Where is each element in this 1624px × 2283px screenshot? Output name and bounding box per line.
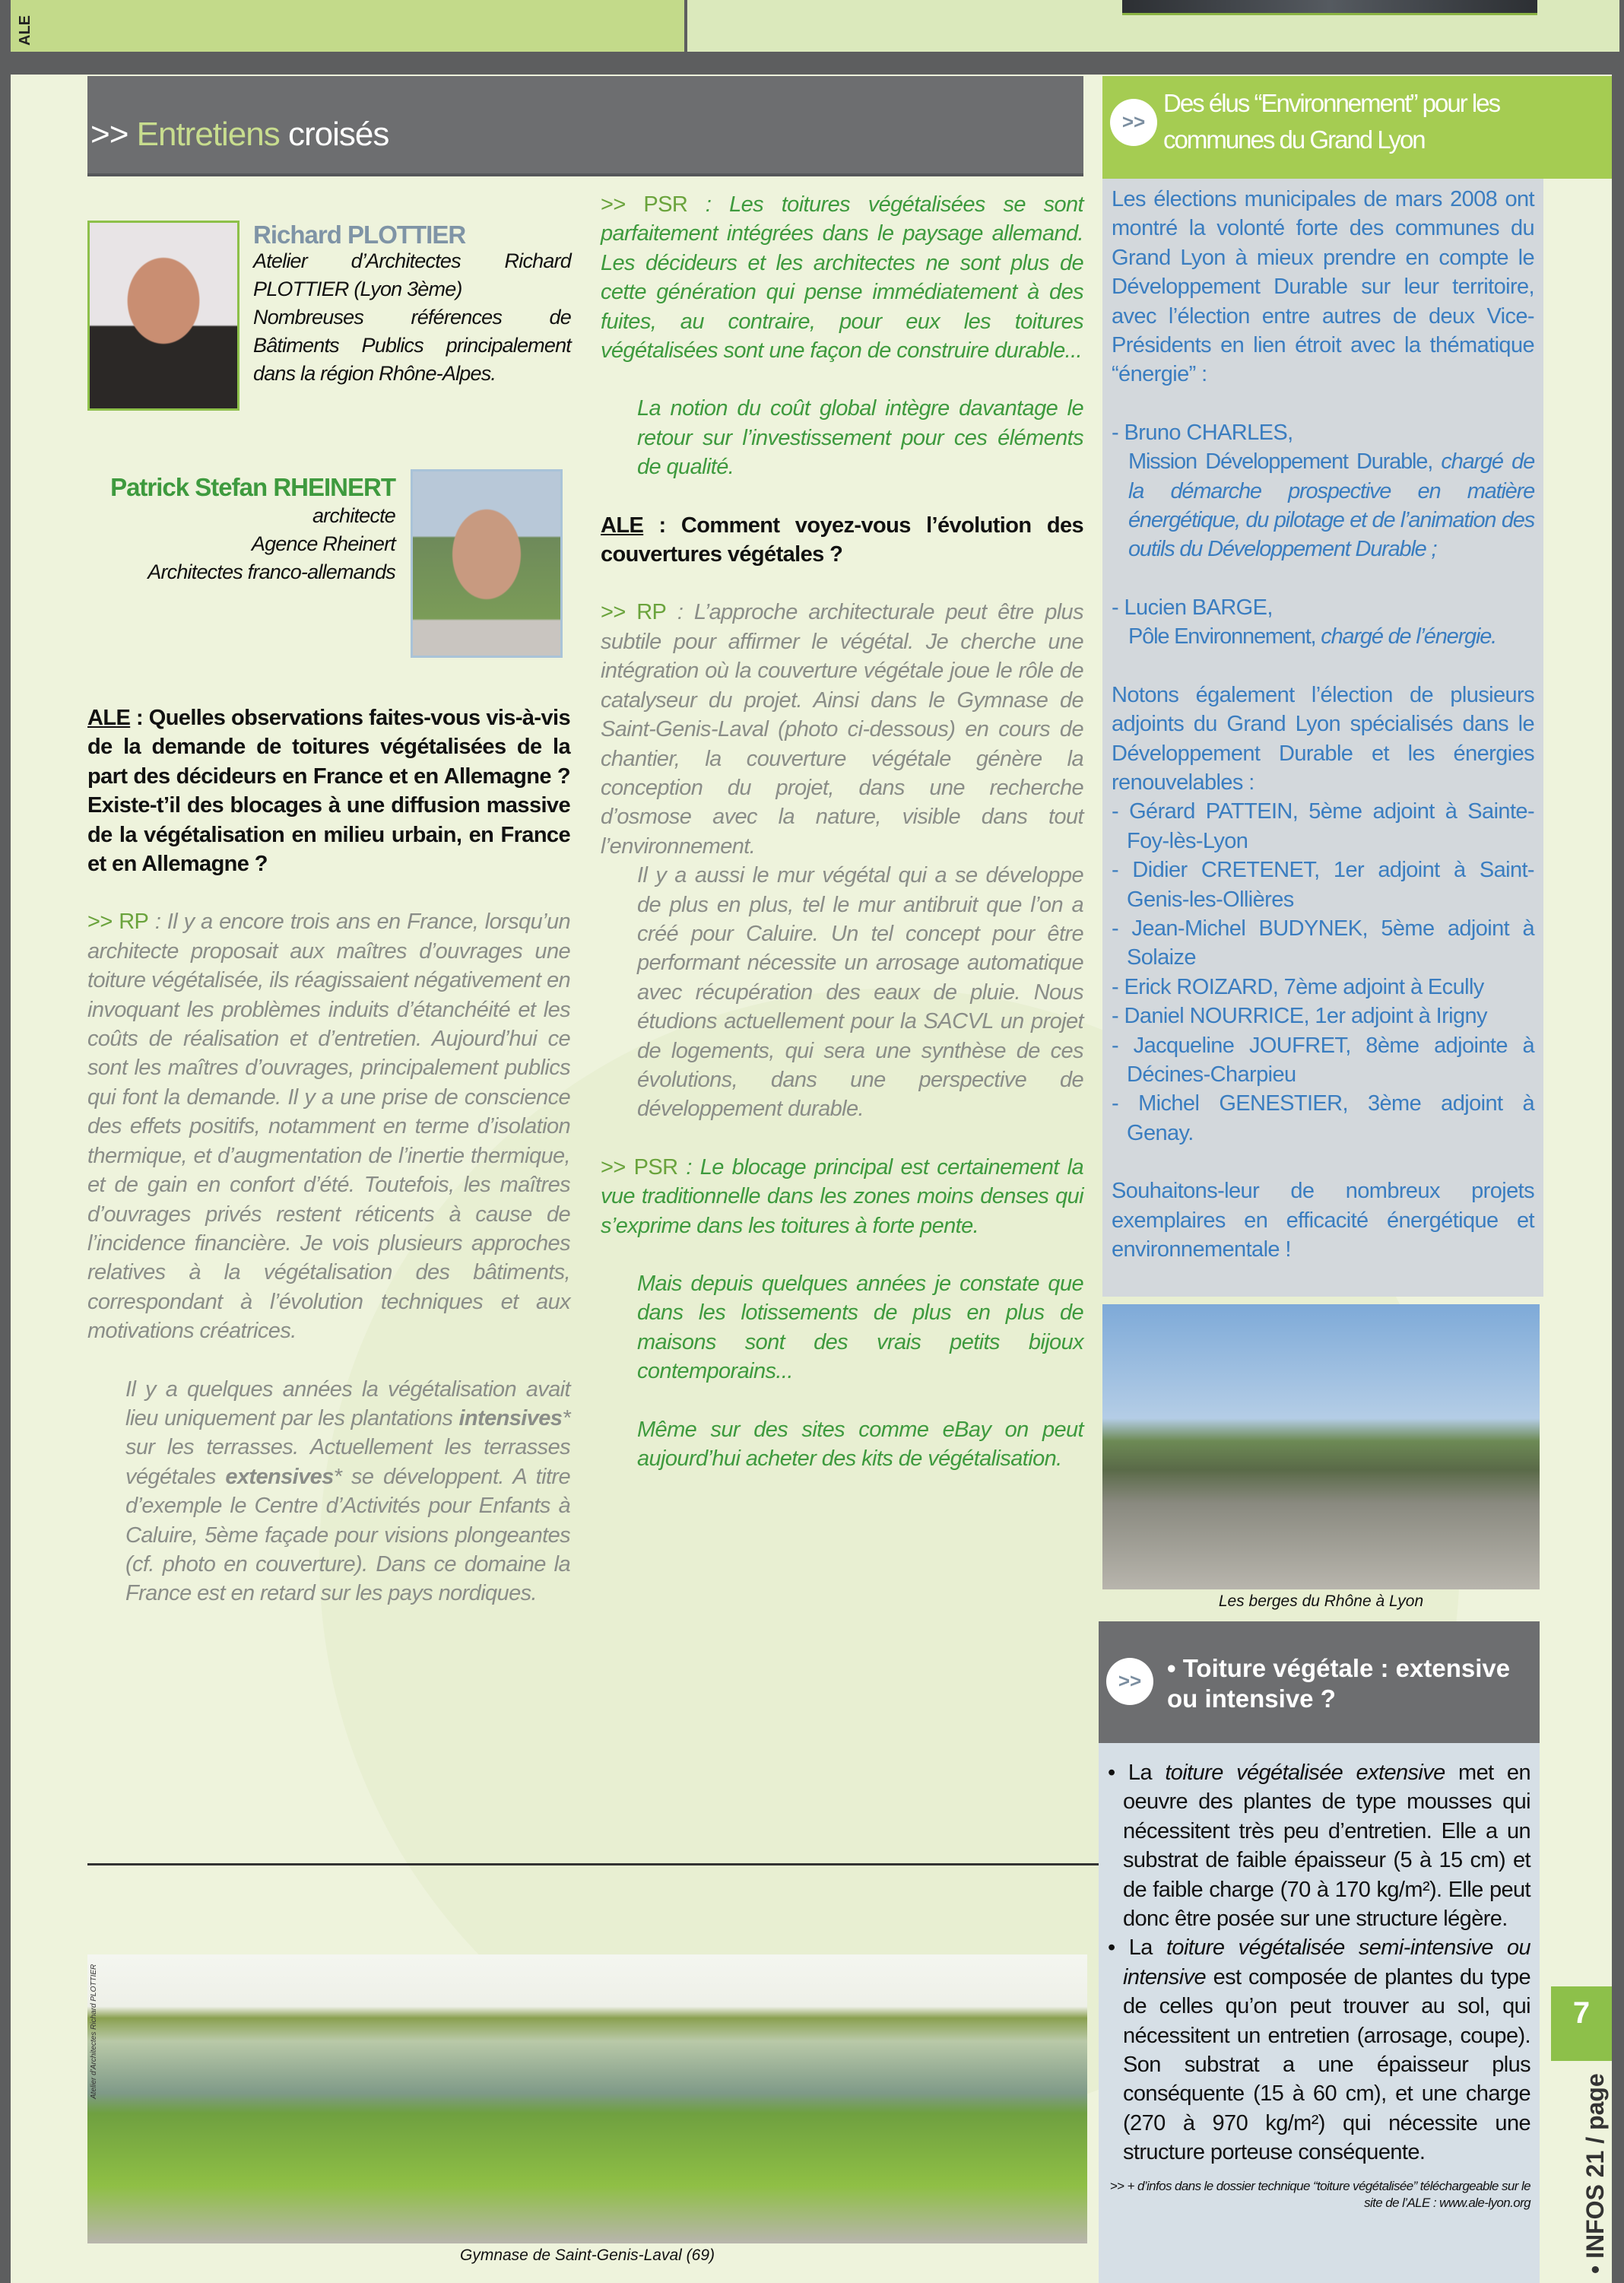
interviewee-role: Nombreuses références de Bâtiments Publics principalement dans la région Rhône-Alpes. <box>253 306 571 385</box>
question-ale: ALE : Quelles observations faites-vous vis-à-vis de la demande de toitures végétalisées de la part des décideurs en France et en Allemagne ? Existe-t’il des blocages à une diffusion massive de la végétalisation en milieu urbain, en France et en Allemagne ? <box>87 706 570 877</box>
elected-officials-box <box>1102 179 1543 1297</box>
answer-psr-cont: La notion du coût global intègre davantage le retour sur l’investissement pour ces éléments de qualité. <box>637 396 1083 480</box>
chevron-icon: >> <box>90 116 128 153</box>
info-box-title: • Toiture végétale : extensive ou intensive ? <box>1167 1654 1511 1713</box>
photo-caption: Gymnase de Saint-Genis-Laval (69) <box>460 2246 715 2264</box>
chevron-icon: >> <box>1110 99 1157 146</box>
page-edge <box>1612 75 1624 2283</box>
answer-rp-cont: Il y a quelques années la végétalisation avait lieu uniquement par les plantations intensives* sur les terrasses. Actuellement les terrasses végétales extensives* se développent. A titre d’exemple le Centre d’Activités pour Enfants à Caluire, 5ème façade pour visions plongeantes (cf. photo en couverture). Dans ce domaine la France est en retard sur les pays nordiques. <box>125 1376 570 1606</box>
photo-credit: Atelier d’Architectes Richard PLOTTIER <box>90 1964 98 2099</box>
info-box-header <box>1099 1621 1540 1743</box>
section-tag: ALE <box>17 15 33 46</box>
vp-name: - Lucien BARGE, <box>1112 595 1273 620</box>
answer-rp: >> RP : Il y a encore trois ans en France, lorsqu’un architecte proposait aux maîtres d’ouvrages une toiture végétalisée, ils réagissaient négativement en invoquant les problèmes induits d’étanchéité et les coûts de réalisation et d’entretien. Aujourd’hui ce sont les maîtres d’ouvrages, principalement publics qui font la demande. Il y a une prise de conscience des effets positifs, notamment en terme d’isolation thermique, et d’augmentation de l’inertie thermique, et de gain en confort d’été. Toutefois, les maîtres d’ouvrages privés restent réticents à cause de l’incidence financière. Je vois plusieurs approches relatives à la végétalisation des bâtiments, correspondant à l’évolution techniques et aux motivations créatrices. <box>87 910 571 1344</box>
answer-psr-cont: Mais depuis quelques années je constate que dans les lotissements de plus en plus de maisons sont des vrais petits bijoux contemporains... <box>637 1272 1083 1384</box>
list-item: - Gérard PATTEIN, 5ème adjoint à Sainte-Foy-lès-Lyon <box>1112 799 1534 853</box>
photo-gymnase <box>87 1954 1087 2243</box>
interviewee-name: Patrick Stefan RHEINERT <box>110 473 395 501</box>
bullet-extensive: • La toiture végétalisée extensive met en oeuvre des plantes de type mousses qui nécessitent très peu d’entretien. Elle a un substrat de faible épaisseur (5 à 15 cm) et de faible charge (70 à 170 kg/m²). Elle peut donc être posée sur une structure légère. <box>1108 1761 1530 1932</box>
top-photo-strip <box>1122 0 1537 15</box>
vp-role-detail: chargé de l’énergie. <box>1321 624 1497 649</box>
portrait-plottier <box>87 221 239 411</box>
interviewee-role: Agence Rheinert <box>251 532 395 555</box>
section-header <box>87 76 1083 176</box>
vp-name: - Bruno CHARLES, <box>1112 420 1293 445</box>
list-item: - Erick ROIZARD, 7ème adjoint à Ecully <box>1112 974 1484 999</box>
vp-role: Pôle Environnement, <box>1128 624 1321 649</box>
chevron-icon: >> <box>1106 1658 1153 1705</box>
answer-psr: >> PSR : Les toitures végétalisées se sont parfaitement intégrées dans le paysage allemand. Les décideurs et les architectes ne sont plus de cette génération qui pense immédiatement à des fuites, au contraire, pour eux les toitures végétalisées sont une façon de construire durable... <box>601 192 1083 364</box>
page-title <box>87 116 389 154</box>
list-item: - Didier CRETENET, 1er adjoint à Saint-Genis-les-Ollières <box>1112 858 1534 912</box>
interviewee-name: Richard PLOTTIER <box>253 221 466 249</box>
question-ale: ALE : Comment voyez-vous l’évolution des couvertures végétales ? <box>601 513 1083 567</box>
notons-text: Notons également l’élection de plusieurs adjoints du Grand Lyon spécialisés dans le Développement Durable et les énergies renouvelables : <box>1112 682 1534 795</box>
answer-rp-cont: Il y a aussi le mur végétal qui a se développe de plus en plus, tel le mur antibruit que l’on a créé pour Caluire. Un tel concept pour être performant nécessite un arrosage automatique avec récupération des eaux de pluie. Nous étudions actuellement pour la SACVL un projet de logements, qui sera une synthèse de ces évolutions, dans une perspective de développement durable. <box>637 863 1083 1122</box>
interviewee-role: Atelier d’Architectes Richard PLOTTIER (Lyon 3ème) <box>253 249 571 300</box>
issue-label: • INFOS 21 / page <box>1581 2073 1609 2274</box>
sidebar-title: Des élus “Environnement” pour les communes du Grand Lyon <box>1163 89 1500 154</box>
top-banner-left <box>11 0 684 52</box>
answer-rp: >> RP : L’approche architecturale peut être plus subtile pour affirmer le végétal. Je cherche une intégration où la couverture végétale joue le rôle de catalyseur du projet. Ainsi dans le Gymnase de Saint-Genis-Laval (photo ci-dessous) en cours de chantier, la couverture végétale génère la conception du projet, dans une recherche d’osmose avec la nature, visible dans tout l’environnement. <box>601 600 1083 859</box>
title-white: croisés <box>287 116 389 153</box>
vp-role: Mission Développement Durable, <box>1128 449 1442 475</box>
list-item: - Daniel NOURRICE, 1er adjoint à Irigny <box>1112 1004 1487 1029</box>
photo-berges-rhone <box>1102 1304 1540 1589</box>
divider <box>87 1863 1099 1865</box>
title-green: Entretiens <box>136 116 280 153</box>
footnote-link[interactable]: >> + d’infos dans le dossier technique “toiture végétalisée” téléchargeable sur le site de l’ALE : www.ale-lyon.org <box>1109 2178 1530 2210</box>
adjoints-list <box>1112 797 1534 1148</box>
info-box-body <box>1099 1743 1540 2283</box>
interviewee-role: architecte <box>312 504 395 527</box>
bullet-intensive: • La toiture végétalisée semi-intensive ou intensive est composée de plantes du type de celles qu’on peut trouver au sol, qui nécessitent un entretien (arrosage, coupe). Son substrat a une épaisseur plus conséquente (15 à 60 cm), et une charge (270 à 970 kg/m²) qui nécessite une structure porteuse conséquente. <box>1108 1935 1530 2165</box>
portrait-rheinert <box>411 469 563 658</box>
list-item: - Michel GENESTIER, 3ème adjoint à Genay. <box>1112 1091 1534 1145</box>
list-item: - Jacqueline JOUFRET, 8ème adjointe à Décines-Charpieu <box>1112 1033 1534 1087</box>
photo-caption: Les berges du Rhône à Lyon <box>1218 1592 1424 1610</box>
closing-text: Souhaitons-leur de nombreux projets exemplaires en efficacité énergétique et environnementale ! <box>1112 1179 1534 1262</box>
vp-role-detail: chargé de la démarche prospective en matière énergétique, du pilotage et de l’animation des outils du Développement Durable ; <box>1128 449 1535 562</box>
intro-text: Les élections municipales de mars 2008 ont montré la volonté forte des communes du Grand Lyon à mieux prendre en compte le Développement Durable sur leur territoire, avec l’élection entre autres de deux Vice-Présidents en lien étroit avec la thématique “énergie” : <box>1112 187 1534 387</box>
answer-psr-cont: Même sur des sites comme eBay on peut aujourd’hui acheter des kits de végétalisation. <box>637 1417 1083 1472</box>
sidebar-title-box <box>1102 76 1612 179</box>
list-item: - Jean-Michel BUDYNEK, 5ème adjoint à Solaize <box>1112 916 1534 970</box>
page-number: 7 <box>1551 1986 1612 2061</box>
answer-psr: >> PSR : Le blocage principal est certainement la vue traditionnelle dans les zones moins denses qui s’exprime dans les toitures à forte pente. <box>601 1154 1083 1238</box>
interviewee-role: Architectes franco-allemands <box>147 560 395 583</box>
